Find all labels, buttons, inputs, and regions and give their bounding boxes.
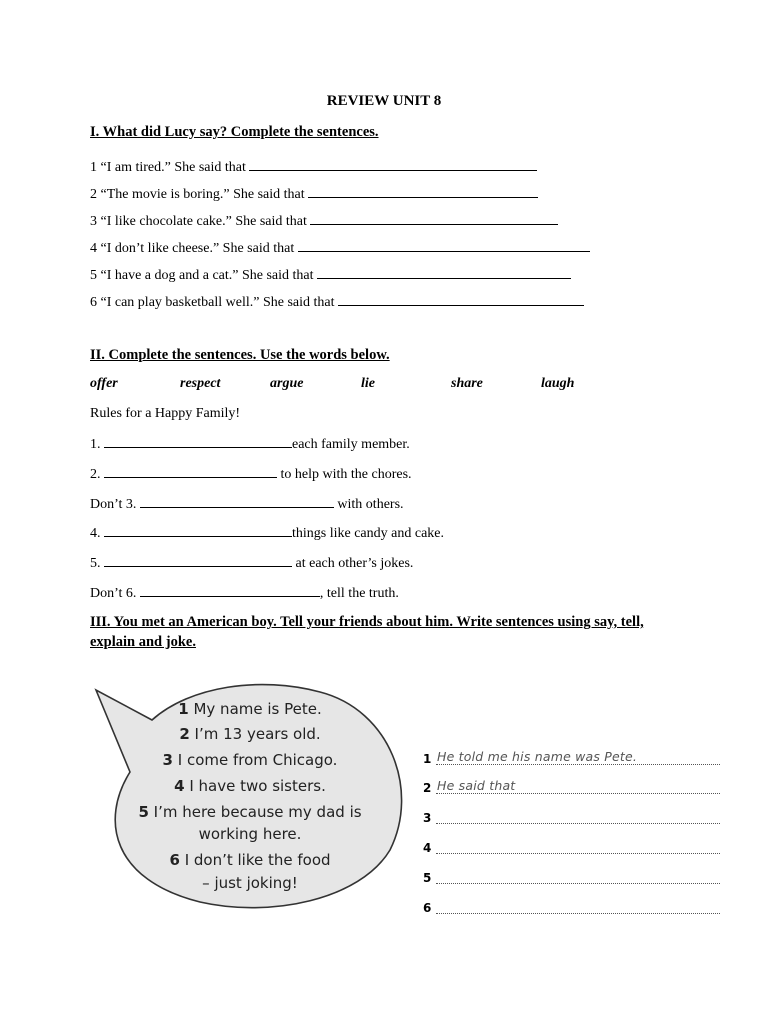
bubble-number: 6 (169, 851, 180, 869)
rule-number: 2. (90, 467, 101, 482)
section-1-item (90, 212, 558, 230)
bubble-text: I’m here because my dad is (153, 803, 362, 821)
rule-line (90, 584, 399, 602)
answer-blank[interactable] (310, 212, 558, 225)
rule-number: Don’t 6. (90, 586, 137, 601)
bubble-line (118, 803, 382, 821)
rule-line (90, 495, 404, 513)
bubble-line (118, 725, 382, 743)
rule-number: 5. (90, 556, 101, 571)
section-1-item (90, 158, 537, 176)
word-bank-item: lie (361, 376, 375, 391)
rule-text: , tell the truth. (319, 586, 399, 601)
answer-line[interactable] (436, 899, 720, 914)
item-text: 5 “I have a dog and a cat.” She said that (90, 268, 314, 283)
section-3-heading: III. You met an American boy. Tell your friends about him. Write sentences using say, tell, explain and joke. (90, 614, 644, 650)
word-bank-item: laugh (541, 376, 575, 391)
bubble-line (118, 700, 382, 718)
rule-text: things like candy and cake. (292, 526, 445, 541)
rule-line (90, 435, 410, 453)
bubble-text: My name is Pete. (193, 700, 322, 718)
bubble-number: 5 (138, 803, 149, 821)
section-2-heading: II. Complete the sentences. Use the words below. (90, 347, 390, 363)
bubble-text: I don’t like the food (184, 851, 331, 869)
page-title: REVIEW UNIT 8 (326, 93, 442, 109)
bubble-text: I have two sisters. (189, 777, 326, 795)
answer-blank[interactable] (104, 465, 277, 478)
rule-text: with others. (333, 497, 404, 512)
word-bank-item: offer (90, 376, 118, 391)
answer-blank[interactable] (308, 185, 538, 198)
item-text: 6 “I can play basketball well.” She said that (90, 295, 335, 310)
answer-line[interactable] (436, 869, 720, 884)
answer-blank[interactable] (104, 524, 292, 537)
item-text: 2 “The movie is boring.” She said that (90, 187, 305, 202)
bubble-line (118, 777, 382, 795)
rule-text: at each other’s jokes. (292, 556, 414, 571)
section-1-item (90, 293, 584, 311)
rule-line (90, 524, 444, 542)
answer-line[interactable] (436, 839, 720, 854)
answer-blank[interactable] (140, 495, 334, 508)
answer-blank[interactable] (104, 435, 292, 448)
answer-number: 4 (423, 841, 432, 855)
answer-blank[interactable] (249, 158, 537, 171)
word-bank-item: respect (180, 376, 221, 391)
answer-number: 5 (423, 871, 432, 885)
answer-example: He told me his name was Pete. (437, 749, 638, 764)
item-text: 3 “I like chocolate cake.” She said that (90, 214, 307, 229)
bubble-line (118, 851, 382, 869)
answer-blank[interactable] (140, 584, 320, 597)
bubble-line (118, 825, 382, 843)
bubble-text: I’m 13 years old. (194, 725, 321, 743)
answer-number: 3 (423, 811, 432, 825)
answer-line[interactable] (436, 809, 720, 824)
item-text: 1 “I am tired.” She said that (90, 160, 246, 175)
bubble-number: 3 (162, 751, 173, 769)
section-1-item (90, 239, 590, 257)
rules-intro: Rules for a Happy Family! (90, 406, 241, 421)
word-bank-item: argue (270, 376, 304, 391)
answer-number: 2 (423, 781, 432, 795)
bubble-text: working here. (198, 825, 302, 843)
bubble-line (118, 751, 382, 769)
answer-blank[interactable] (338, 293, 584, 306)
bubble-line (118, 874, 382, 892)
bubble-text: I come from Chicago. (177, 751, 338, 769)
rule-number: Don’t 3. (90, 497, 137, 512)
rule-number: 4. (90, 526, 101, 541)
answer-number: 1 (423, 752, 432, 766)
rule-number: 1. (90, 437, 101, 452)
answer-blank[interactable] (298, 239, 590, 252)
bubble-number: 4 (174, 777, 185, 795)
item-text: 4 “I don’t like cheese.” She said that (90, 241, 295, 256)
section-1-item (90, 185, 538, 203)
bubble-number: 1 (178, 700, 189, 718)
rule-text: to help with the chores. (277, 467, 412, 482)
bubble-number: 2 (179, 725, 190, 743)
section-1-item (90, 266, 571, 284)
answer-number: 6 (423, 901, 432, 915)
answer-blank[interactable] (104, 554, 292, 567)
rule-text: each family member. (292, 437, 410, 452)
section-1-heading: I. What did Lucy say? Complete the sentences. (90, 124, 379, 140)
word-bank-item: share (451, 376, 483, 391)
answer-example: He said that (437, 778, 516, 793)
bubble-text: – just joking! (202, 874, 298, 892)
answer-blank[interactable] (317, 266, 571, 279)
rule-line (90, 554, 413, 572)
rule-line (90, 465, 412, 483)
